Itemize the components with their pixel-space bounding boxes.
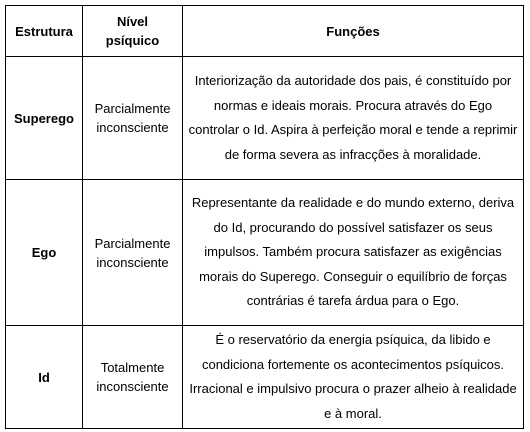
cell-nivel: [83, 180, 183, 326]
table-header-row: [6, 6, 524, 57]
cell-nivel-line2: inconsciente: [96, 254, 169, 270]
cell-nivel-line1: Parcialmente: [94, 235, 171, 251]
table-row: [6, 180, 524, 326]
psychic-structure-table: [5, 5, 524, 429]
header-funcoes: Funções: [183, 6, 524, 57]
cell-funcoes: Interiorização da autoridade dos pais, é constituído por normas e ideais morais. Procura através do Ego controlar o Id. Aspira à perfeição moral e tende a reprimir de forma severa as infracções à moralidade.: [183, 57, 524, 180]
cell-funcoes: Representante da realidade e do mundo externo, deriva do Id, procurando do possível satisfazer os seus impulsos. Também procura satisfazer as exigências morais do Superego. Conseguir o equilíbrio de forças contrárias é tarefa árdua para o Ego.: [183, 180, 524, 326]
cell-estrutura: Ego: [6, 180, 83, 326]
header-nivel-psiquico: [83, 6, 183, 57]
table-row: [6, 57, 524, 180]
cell-estrutura: Id: [6, 326, 83, 429]
header-estrutura: Estrutura: [6, 6, 83, 57]
cell-nivel: [83, 326, 183, 429]
cell-nivel-line1: Totalmente: [100, 360, 165, 375]
cell-nivel: [83, 57, 183, 180]
header-nivel-line1: Nível: [116, 14, 149, 29]
header-nivel-line2: psíquico: [105, 33, 160, 48]
cell-nivel-line1: Parcialmente: [94, 101, 171, 116]
cell-funcoes: É o reservatório da energia psíquica, da libido e condiciona fortemente os acontecimentos psíquicos. Irracional e impulsivo procura o prazer alheio à realidade e à moral.: [183, 326, 524, 429]
table-row: [6, 326, 524, 429]
cell-nivel-line2: inconsciente: [96, 120, 169, 135]
cell-nivel-line2: inconsciente: [96, 379, 169, 394]
cell-estrutura: Superego: [6, 57, 83, 180]
